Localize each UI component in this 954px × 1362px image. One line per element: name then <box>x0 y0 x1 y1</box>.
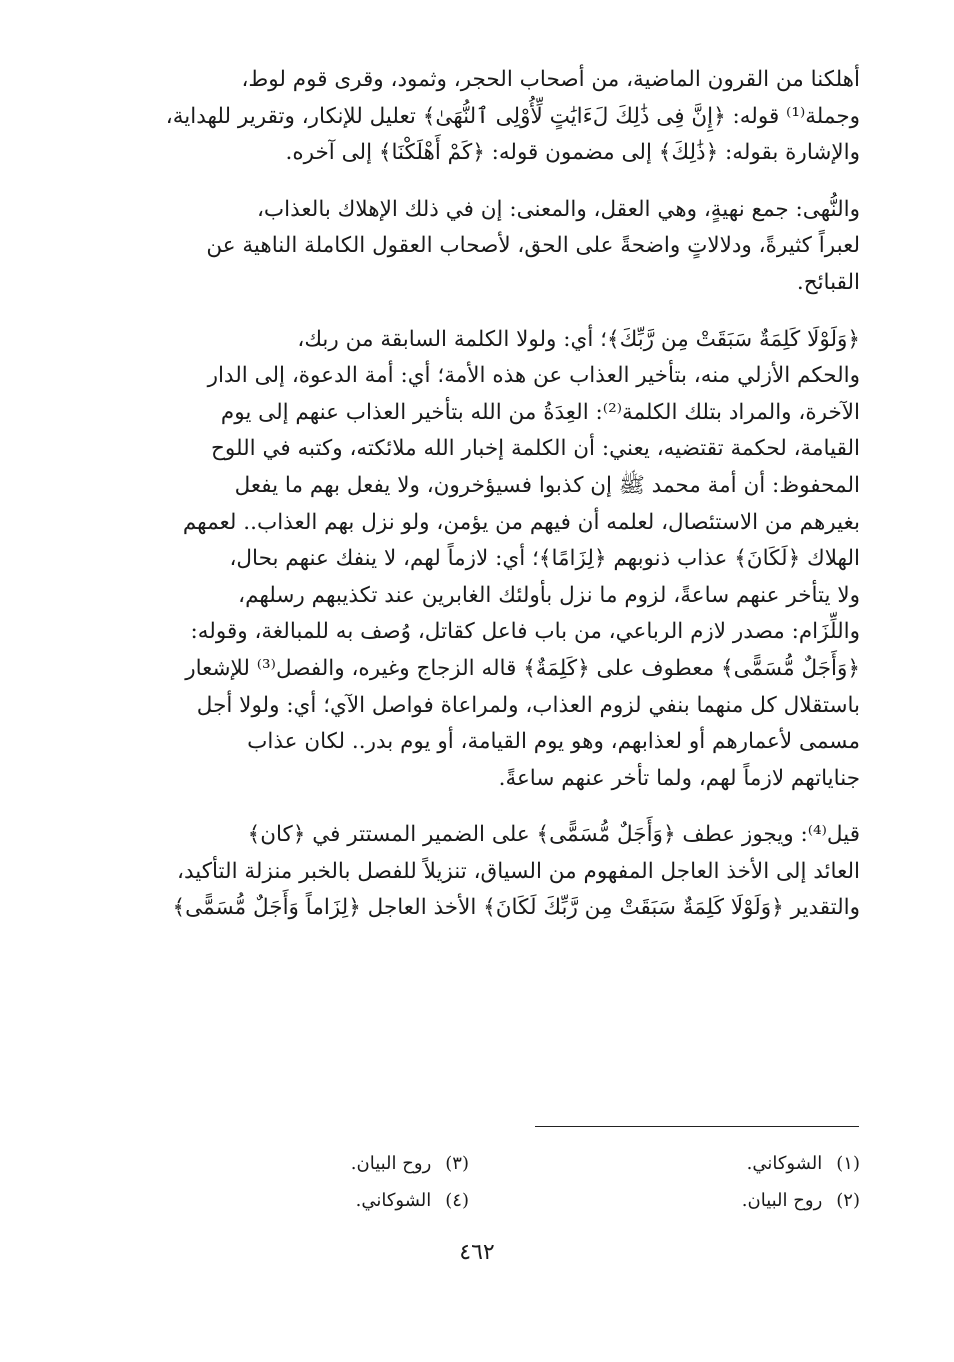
footnote-row <box>78 1182 860 1219</box>
text-line: لعبراً كثيرةً، ودلالاتٍ واضحةً على الحق، لأصحاب العقول الكاملة الناهية عن <box>206 233 860 259</box>
text-line: باستقلال كل منهما بنفي لزوم العذاب، ولمراعاة فواصل الآي؛ أي: ولولا أجل <box>196 692 860 718</box>
text-line: والإشارة بقوله: ﴿ذَٰلِكَ﴾ إلى مضمون قوله: ﴿كَمْ أَهْلَكْنَا﴾ إلى آخره. <box>285 140 860 166</box>
text-line: القبائح. <box>796 269 860 295</box>
text-line: ﴿وَأَجَلٌ مُّسَمًّى﴾ معطوف على ﴿كَلِمَةٌ﴾ قاله الزجاج وغيره، والفصل⁽³⁾ للإشعار <box>185 655 860 681</box>
text-line: القيامة، لحكمة تقتضيه، يعني: أن الكلمة إخبار الله ملائكته، وكتبه في اللوح <box>211 436 860 462</box>
paragraph-3 <box>78 322 860 798</box>
footnote-separator <box>535 1126 859 1127</box>
text-line: الآخرة، والمراد بتلك الكلمة⁽²⁾: العِدَةُ من الله بتأخير العذاب عنهم إلى يوم <box>220 399 860 425</box>
footnote-number: (١) <box>836 1153 860 1174</box>
text-line: الهلاك ﴿لَكَانَ﴾ عذاب ذنوبهم ﴿لِزَامًا﴾؛ أي: لازماً لهم، لا ينفك عنهم بحال، <box>229 546 860 572</box>
text-line: أهلكنا من القرون الماضية، من أصحاب الحجر، وثمود، وقرى قوم لوط، <box>241 67 860 92</box>
footnote-text: الشوكاني. <box>355 1190 432 1211</box>
text-line: وجملة⁽¹⁾ قوله: ﴿إِنَّ فِى ذَٰلِكَ لَءَايَٰتٍ لِّأُوْلِى ٱلنُّهَىٰ﴾ تعليل للإنكار، وتقرير للهداية، <box>165 103 860 129</box>
text-line: العائد إلى الأخذ العاجل المفهوم من السياق، تنزيلاً للفصل بالخبر منزلة التأكيد، <box>177 858 860 884</box>
footnote-3 <box>78 1145 469 1182</box>
text-line: ولا يتأخر عنهم ساعةً، لزوم ما نزل بأولئك الغابرين عند تكذيبهم رسلهم، <box>238 582 860 608</box>
paragraph-1 <box>78 62 860 172</box>
footnote-text: روح البيان. <box>350 1153 432 1174</box>
text-line: والحكم الأزلي منه، بتأخير العذاب عن هذه الأمة؛ أي: أمة الدعوة، إلى الدار <box>207 363 860 389</box>
footnote-text: الشوكاني. <box>746 1153 823 1174</box>
footnote-1 <box>469 1145 860 1182</box>
text-line: ﴿وَلَوْلَا كَلِمَةٌ سَبَقَتْ مِن رَّبِّكَ﴾؛ أي: ولولا الكلمة السابقة من ربك، <box>297 326 860 352</box>
paragraph-4 <box>78 817 860 927</box>
footnotes <box>78 1145 860 1219</box>
footnote-number: (٣) <box>445 1153 469 1174</box>
page-number: ٤٦٢ <box>459 1240 495 1265</box>
page-body <box>78 62 860 947</box>
text-line: قيل⁽⁴⁾: ويجوز عطف ﴿وَأَجَلٌ مُّسَمًّى﴾ على الضمير المستتر في ﴿كان﴾ <box>247 822 860 848</box>
text-line: جناياتهم لازماً لهم، ولما تأخر عنهم ساعةً. <box>498 765 860 791</box>
text-line: واللِّزَام: مصدر لازم الرباعي، من باب فاعل كقاتل، وُصف به للمبالغة، وقوله: <box>190 619 860 645</box>
footnote-number: (٤) <box>445 1190 469 1211</box>
text-line: المحفوظ: أن أمة محمد ﷺ إن كذبوا فسيؤخرون، ولا يفعل بهم ما يفعل <box>234 472 860 498</box>
footnote-4 <box>78 1182 469 1219</box>
text-line: والتقدير ﴿وَلَوْلَا كَلِمَةٌ سَبَقَتْ مِن رَّبِّكَ لَكَانَ﴾ الأخذ العاجل ﴿لِزَاماً وَأَجَلٌ مُّسَمًّى﴾ <box>172 895 860 921</box>
footnote-number: (٢) <box>836 1190 860 1211</box>
text-line: مسمى لأعمارهم أو لعذابهم، وهو يوم القيامة، أو يوم بدر.. لكان عذاب <box>247 729 860 755</box>
paragraph-2 <box>78 192 860 302</box>
footnote-text: روح البيان. <box>741 1190 823 1211</box>
footnote-2 <box>469 1182 860 1219</box>
text-line: والنُّهى: جمع نهيةٍ، وهي العقل، والمعنى: إن في ذلك الإهلاك بالعذاب، <box>256 196 860 222</box>
text-line: بغيرهم من الاستئصال، لعلمه أن فيهم من يؤمن، ولو نزل بهم العذاب.. لعمهم <box>182 509 860 535</box>
footnote-row <box>78 1145 860 1182</box>
